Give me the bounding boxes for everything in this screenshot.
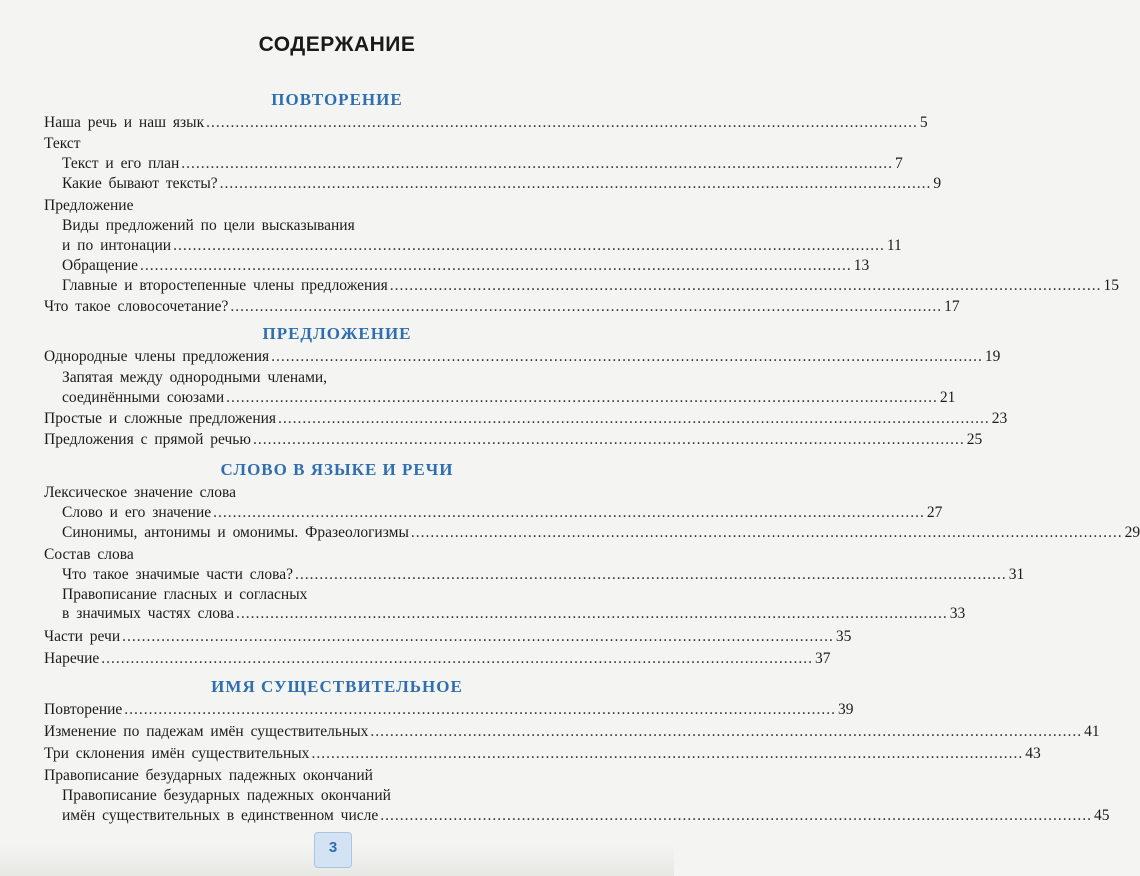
entry-label: Виды предложений по цели высказывания bbox=[62, 217, 355, 234]
entry-label: Синонимы, антонимы и омонимы. Фразеологизмы bbox=[62, 524, 409, 541]
leader-dots: .................................................................................................................................................. bbox=[389, 277, 1102, 294]
leader-dots: .................................................................................................................................................. bbox=[410, 524, 1123, 541]
entry-label: Части речи bbox=[44, 628, 121, 645]
entry-label: Наречие bbox=[44, 650, 100, 667]
leader-dots: .................................................................................................................................................. bbox=[295, 566, 1007, 583]
toc-entry bbox=[44, 767, 610, 787]
entry-page: 25 bbox=[966, 431, 983, 448]
entry-label: и по интонации bbox=[62, 237, 172, 254]
leader-dots: .................................................................................................................................................. bbox=[122, 628, 834, 645]
leader-dots: .................................................................................................................................................. bbox=[219, 175, 932, 192]
entry-page: 43 bbox=[1025, 745, 1041, 762]
entry-page: 41 bbox=[1084, 723, 1100, 740]
entry-label: Состав слова bbox=[44, 546, 134, 563]
toc-entry bbox=[62, 807, 1110, 827]
section-heading-repetition: ПОВТОРЕНИЕ bbox=[271, 90, 403, 109]
toc-entry bbox=[62, 504, 943, 524]
entry-label: Правописание гласных и согласных bbox=[62, 586, 308, 603]
entry-label: имён существительных в единственном числе bbox=[62, 807, 379, 824]
entry-page: 27 bbox=[926, 504, 943, 521]
entry-label: Три склонения имён существительных bbox=[44, 745, 310, 762]
entry-page: 39 bbox=[838, 701, 854, 718]
toc-entry bbox=[44, 723, 1100, 743]
toc-entry bbox=[62, 237, 902, 257]
entry-page: 33 bbox=[949, 605, 966, 622]
section-heading-word: СЛОВО В ЯЗЫКЕ И РЕЧИ bbox=[220, 460, 454, 479]
entry-page: 5 bbox=[919, 114, 928, 131]
entry-page: 19 bbox=[984, 348, 1001, 365]
toc-entry bbox=[62, 566, 1025, 586]
entry-label: Главные и второстепенные члены предложения bbox=[62, 277, 388, 294]
entry-page: 13 bbox=[853, 257, 870, 274]
toc-entry bbox=[44, 650, 831, 670]
leader-dots: .................................................................................................................................................. bbox=[124, 701, 837, 718]
entry-label: Лексическое значение слова bbox=[44, 484, 237, 501]
leader-dots: .................................................................................................................................................. bbox=[311, 745, 1024, 762]
entry-label: Что такое значимые части слова? bbox=[62, 566, 294, 583]
entry-label: Простые и сложные предложения bbox=[44, 410, 277, 427]
toc-entry bbox=[44, 197, 610, 217]
entry-label: Предложения с прямой речью bbox=[44, 431, 251, 448]
entry-page: 11 bbox=[886, 237, 902, 254]
entry-label: Правописание безударных падежных окончаний bbox=[44, 767, 373, 784]
leader-dots: .................................................................................................................................................. bbox=[140, 257, 852, 274]
toc-entry bbox=[62, 605, 966, 625]
toc-entry bbox=[62, 155, 903, 175]
entry-label: Однородные члены предложения bbox=[44, 348, 270, 365]
leader-dots: .................................................................................................................................................. bbox=[226, 389, 938, 406]
leader-dots: .................................................................................................................................................. bbox=[370, 723, 1083, 740]
entry-label: в значимых частях слова bbox=[62, 605, 235, 622]
page-title: СОДЕРЖАНИЕ bbox=[258, 33, 416, 56]
toc-entry bbox=[62, 787, 610, 807]
entry-label: Повторение bbox=[44, 701, 123, 718]
entry-page: 7 bbox=[895, 155, 903, 172]
leader-dots: .................................................................................................................................................. bbox=[173, 237, 885, 254]
toc-entry bbox=[44, 546, 610, 566]
leader-dots: .................................................................................................................................................. bbox=[206, 114, 918, 131]
leader-dots: .................................................................................................................................................. bbox=[380, 807, 1093, 824]
toc-entry bbox=[44, 484, 610, 504]
toc-entry bbox=[44, 298, 960, 318]
entry-label: Текст и его план bbox=[62, 155, 180, 172]
toc-entry bbox=[62, 389, 956, 409]
toc-entry bbox=[62, 586, 610, 606]
entry-label: Предложение bbox=[44, 197, 134, 214]
leader-dots: .................................................................................................................................................. bbox=[236, 605, 948, 622]
leader-dots: .................................................................................................................................................. bbox=[181, 155, 894, 172]
entry-page: 21 bbox=[939, 389, 956, 406]
toc-entry bbox=[62, 257, 870, 277]
leader-dots: .................................................................................................................................................. bbox=[252, 431, 965, 448]
section-heading-noun: ИМЯ СУЩЕСТВИТЕЛЬНОЕ bbox=[211, 677, 463, 696]
toc-entry bbox=[62, 175, 942, 195]
toc-entry bbox=[44, 135, 610, 155]
entry-page: 23 bbox=[991, 410, 1008, 427]
toc-entry bbox=[62, 217, 610, 237]
entry-label: Наша речь и наш язык bbox=[44, 114, 205, 131]
entry-page: 29 bbox=[1124, 524, 1140, 541]
toc-entry bbox=[44, 701, 854, 721]
toc-entry bbox=[44, 628, 852, 648]
leader-dots: .................................................................................................................................................. bbox=[101, 650, 814, 667]
entry-page: 9 bbox=[933, 175, 942, 192]
toc-entry bbox=[44, 410, 1008, 430]
section-heading-sentence: ПРЕДЛОЖЕНИЕ bbox=[262, 324, 412, 343]
entry-page: 35 bbox=[835, 628, 852, 645]
entry-label: Какие бывают тексты? bbox=[62, 175, 218, 192]
toc-entry bbox=[44, 431, 983, 451]
leader-dots: .................................................................................................................................................. bbox=[278, 410, 990, 427]
entry-page: 31 bbox=[1008, 566, 1025, 583]
toc-entry bbox=[62, 524, 1140, 544]
toc-entry bbox=[44, 745, 1041, 765]
entry-label: Текст bbox=[44, 135, 81, 152]
entry-label: Изменение по падежам имён существительных bbox=[44, 723, 369, 740]
entry-label: Обращение bbox=[62, 257, 138, 274]
toc-entry bbox=[62, 369, 610, 389]
entry-label: соединёнными союзами bbox=[62, 389, 225, 406]
leader-dots: .................................................................................................................................................. bbox=[230, 298, 943, 315]
entry-label: Что такое словосочетание? bbox=[44, 298, 229, 315]
entry-label: Правописание безударных падежных окончаний bbox=[62, 787, 391, 804]
toc-entry bbox=[62, 277, 1120, 297]
leader-dots: .................................................................................................................................................. bbox=[213, 504, 925, 521]
entry-page: 17 bbox=[944, 298, 960, 315]
toc-entry bbox=[44, 114, 928, 134]
toc-entry bbox=[44, 348, 1001, 368]
entry-label: Слово и его значение bbox=[62, 504, 212, 521]
entry-page: 45 bbox=[1094, 807, 1110, 824]
entry-page: 37 bbox=[815, 650, 831, 667]
entry-page: 15 bbox=[1103, 277, 1120, 294]
leader-dots: .................................................................................................................................................. bbox=[271, 348, 983, 365]
entry-label: Запятая между однородными членами, bbox=[62, 369, 328, 386]
page-number-badge: 3 bbox=[314, 832, 352, 868]
